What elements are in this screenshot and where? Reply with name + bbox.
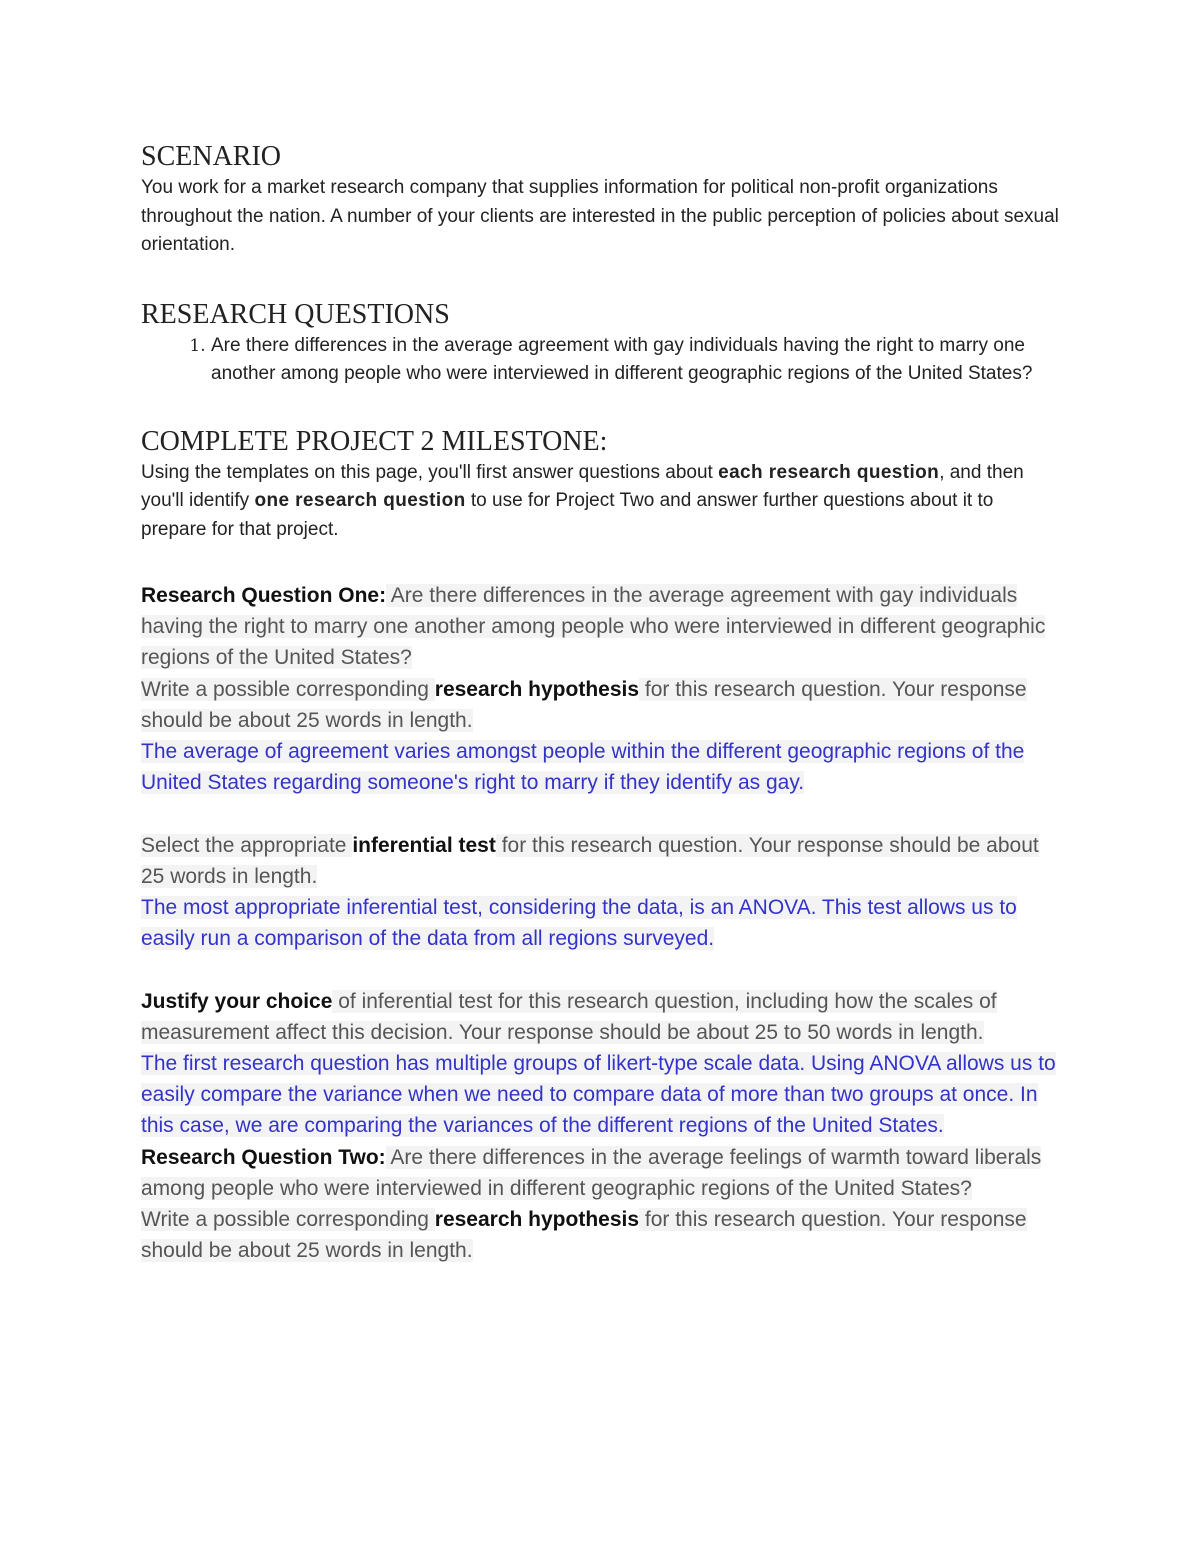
rq1-justify-answer: The first research question has multiple groups of likert-type scale data. Using ANOVA allows us to easily compare the variance when we need to compare data of more than two groups at once. In this case, we are comparing the variances of the different regions of the United States. [141, 1052, 1056, 1138]
research-question-two-section [141, 1142, 1061, 1267]
rq2-hypothesis-prompt: Write a possible corresponding research hypothesis for this research question. Your response should be about 25 words in length. [141, 1208, 1027, 1263]
research-questions-list [141, 332, 1061, 389]
rq1-hypothesis-prompt: Write a possible corresponding research hypothesis for this research question. Your response should be about 25 words in length. [141, 677, 1027, 732]
milestone-text: Using the templates on this page, you'll first answer questions about each research question, and then you'll identify one research question to use for Project Two and answer further questions about it to prepare for that project. [141, 461, 1024, 540]
document-page [141, 140, 1061, 1266]
emphasis-one-research-question: one research question [254, 490, 466, 511]
research-questions-heading: RESEARCH QUESTIONS [141, 298, 450, 330]
research-question-one-section [141, 580, 1061, 1142]
rq1-label: Research Question One: [141, 584, 387, 607]
rq1-justify-prompt: Justify your choice of inferential test for this research question, including how the scales of measurement affect this decision. Your response should be about 25 to 50 words in length. [141, 989, 997, 1044]
rq2-label: Research Question Two: [141, 1145, 386, 1169]
scenario-heading: SCENARIO [141, 141, 282, 172]
emphasis-each-research-question: each research question [718, 461, 940, 483]
rq2-question: Research Question Two: Are there differences in the average feelings of warmth toward liberals among people who were interviewed in different geographic regions of the United States? [141, 1145, 1042, 1200]
rq1-question: Research Question One: Are there differences in the average agreement with gay individuals having the right to marry one another among people who were interviewed in different geographic regions of the United States? [141, 584, 1046, 670]
rq1-hypothesis-answer: The average of agreement varies amongst people within the different geographic regions of the United States regarding someone's right to marry if they identify as gay. [141, 740, 1025, 795]
scenario-text: You work for a market research company that supplies information for political non-profit organizations throughout the nation. A number of your clients are interested in the public perception of policies about sexual orientation. [141, 177, 1059, 255]
milestone-heading: COMPLETE PROJECT 2 MILESTONE: [141, 425, 608, 457]
rq1-test-answer: The most appropriate inferential test, considering the data, is an ANOVA. This test allows us to easily run a comparison of the data from all regions surveyed. [141, 896, 1017, 951]
rq1-test-prompt: Select the appropriate inferential test for this research question. Your response should be about 25 words in length. [141, 833, 1039, 888]
list-item: 1. Are there differences in the average agreement with gay individuals having the right to marry one another among people who were interviewed in different geographic regions of the United States? [211, 332, 1061, 389]
